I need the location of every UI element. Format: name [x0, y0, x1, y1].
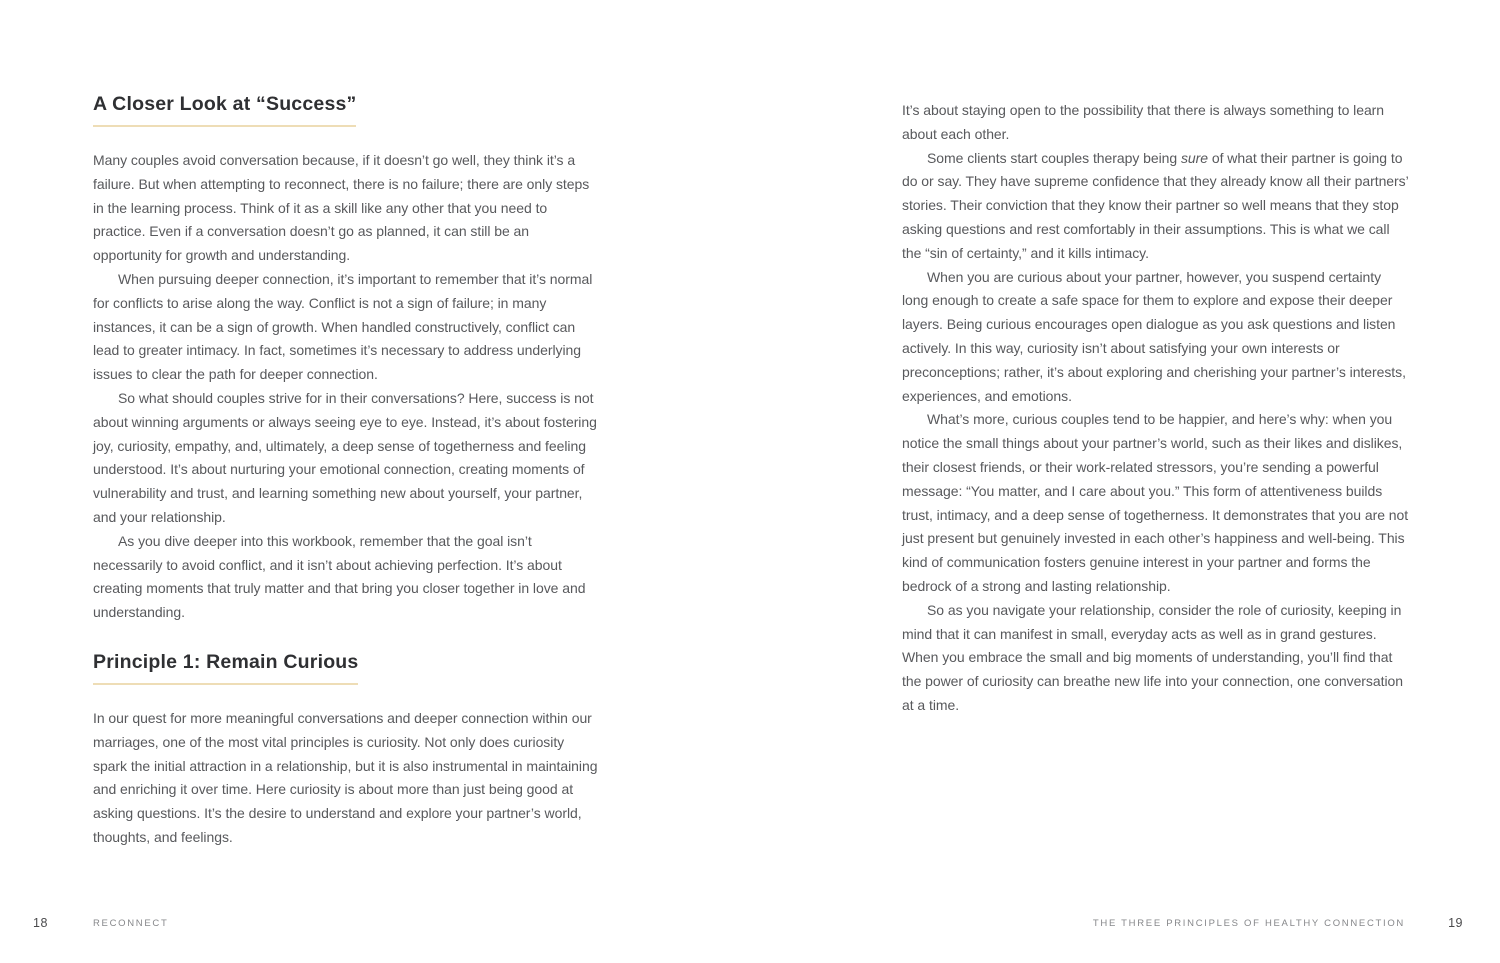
footer-page-number-right: 19	[1448, 916, 1463, 930]
paragraph-text: Some clients start couples therapy being	[927, 149, 1181, 166]
heading-text: Principle 1: Remain Curious	[93, 650, 358, 685]
body-paragraph: It’s about staying open to the possibility that there is always something to learn about each other.	[902, 102, 1385, 142]
heading-text: A Closer Look at “Success”	[93, 92, 356, 127]
body-paragraph: Many couples avoid conversation because, if it doesn’t go well, they think it’s a failure. But when attempting to reconnect, there is no failure; there are only steps in the learning process. Think of it as a skill like any other that you need to practice. Even if a conversation doesn’t go as planned, it can still be an opportunity for growth and understanding.	[93, 152, 590, 264]
italic-word: sure	[1180, 149, 1209, 166]
footer-running-head-left: RECONNECT	[93, 918, 169, 929]
body-paragraph: When pursuing deeper connection, it’s important to remember that it’s normal for conflicts to arise along the way. Conflict is not a sign of failure; in many instances, it can be a sign of growth. When handled constructively, conflict can lead to greater intimacy. In fact, sometimes it’s necessary to address underlying issues to clear the path for deeper connection.	[93, 270, 593, 383]
body-paragraph: As you dive deeper into this workbook, remember that the goal isn’t necessarily to avoid conflict, and it isn’t about achieving perfection. It’s about creating moments that truly matter and that bring you closer together in love and understanding.	[93, 532, 586, 621]
footer-running-head-right: THE THREE PRINCIPLES OF HEALTHY CONNECTION	[1092, 918, 1405, 929]
body-paragraph: So as you navigate your relationship, consider the role of curiosity, keeping in mind that it can manifest in small, everyday acts as well as in grand gestures. When you embrace the small and big moments of understanding, you’ll find that the power of curiosity can breathe new life into your connection, one conversation at a time.	[902, 601, 1403, 713]
body-paragraph	[902, 147, 1410, 266]
body-paragraph: What’s more, curious couples tend to be happier, and here’s why: when you notice the small things about your partner’s world, such as their likes and dislikes, their closest friends, or their work-related stressors, you’re sending a powerful message: “You matter, and I care about you.” This form of attentiveness builds trust, intimacy, and a deep sense of togetherness. It demonstrates that you are not just present but genuinely invested in each other’s happiness and well-being. This kind of communication fosters genuine interest in your partner and forms the bedrock of a strong and lasting relationship.	[902, 411, 1409, 594]
page-left	[93, 0, 601, 850]
footer-page-number-left: 18	[33, 916, 48, 930]
section-heading-closer-look	[93, 92, 601, 127]
body-paragraph: When you are curious about your partner, however, you suspend certainty long enough to create a safe space for them to explore and expose their deeper layers. Being curious encourages open dialogue as you ask questions and listen actively. In this way, curiosity isn’t about satisfying your own interests or preconceptions; rather, it’s about exploring and cherishing your partner’s interests, experiences, and emotions.	[902, 268, 1406, 404]
paragraph-text: of what their partner is going to do or say. They have supreme confidence that they already know all their partners’ stories. Their conviction that they know their partner so well means that they stop asking questions and rest comfortably in their assumptions. This is what we call the “sin of certainty,” and it kills intimacy.	[902, 149, 1409, 261]
page-right	[902, 0, 1410, 718]
body-paragraph: In our quest for more meaningful conversations and deeper connection within our marriages, one of the most vital principles is curiosity. Not only does curiosity spark the initial attraction in a relationship, but it is also instrumental in maintaining and enriching it over time. Here curiosity is about more than just being good at asking questions. It’s the desire to understand and explore your partner’s world, thoughts, and feelings.	[93, 709, 598, 845]
section-heading-principle-1	[93, 650, 601, 685]
body-paragraph: So what should couples strive for in their conversations? Here, success is not about winning arguments or always seeing eye to eye. Instead, it’s about fostering joy, curiosity, empathy, and, ultimately, a deep sense of togetherness and feeling understood. It’s about nurturing your emotional connection, creating moments of vulnerability and trust, and learning something new about yourself, your partner, and your relationship.	[93, 389, 597, 525]
